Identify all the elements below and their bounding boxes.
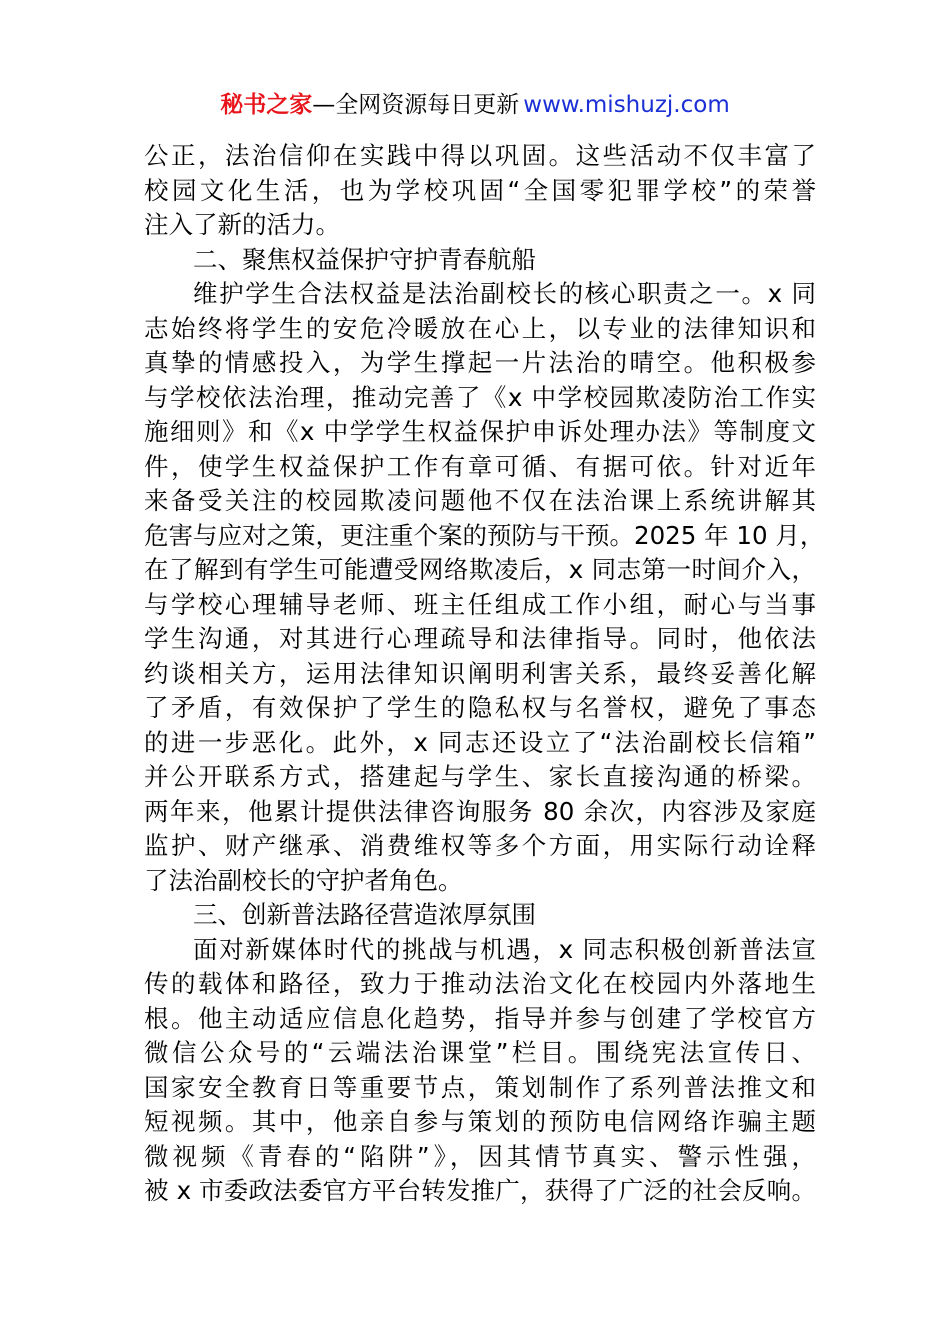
site-header <box>0 89 950 121</box>
text-line: 短视频。其中，他亲自参与策划的预防电信网络诈骗主题 <box>144 1107 816 1136</box>
text-line: 面对新媒体时代的挑战与机遇，x 同志积极创新普法宣 <box>193 934 816 964</box>
text-line: 被 x 市委政法委官方平台转发推广，获得了广泛的社会反响。 <box>144 1176 816 1205</box>
text-line: 志始终将学生的安危冷暖放在心上，以专业的法律知识和 <box>144 313 816 343</box>
text-line: 维护学生合法权益是法治副校长的核心职责之一。x 同 <box>193 279 816 308</box>
text-line: 微信公众号的“云端法治课堂”栏目。围绕宪法宣传日、 <box>144 1038 816 1067</box>
text-line: 国家安全教育日等重要节点，策划制作了系列普法推文和 <box>144 1072 816 1102</box>
header-tagline: —全网资源每日更新 <box>312 92 520 118</box>
text-line: 真挚的情感投入，为学生撑起一片法治的晴空。他积极参 <box>144 348 816 377</box>
site-url[interactable]: www.mishuzj.com <box>523 92 730 118</box>
text-line: 的进一步恶化。此外，x 同志还设立了“法治副校长信箱” <box>144 727 816 757</box>
text-line: 在了解到有学生可能遭受网络欺凌后，x 同志第一时间介入， <box>144 555 816 584</box>
text-line: 根。他主动适应信息化趋势，指导并参与创建了学校官方 <box>144 1003 816 1033</box>
text-line: 与学校依法治理，推动完善了《x 中学校园欺凌防治工作实 <box>144 382 816 412</box>
text-line: 传的载体和路径，致力于推动法治文化在校园内外落地生 <box>144 969 816 998</box>
text-line: 校园文化生活，也为学校巩固“全国零犯罪学校”的荣誉 <box>144 175 816 205</box>
section-heading: 二、聚焦权益保护守护青春航船 <box>193 244 536 274</box>
text-line: 件，使学生权益保护工作有章可循、有据可依。针对近年 <box>144 451 816 481</box>
text-line: 学生沟通，对其进行心理疏导和法律指导。同时，他依法 <box>144 624 816 653</box>
text-line: 监护、财产继承、消费维权等多个方面，用实际行动诠释 <box>144 831 816 860</box>
text-line: 两年来，他累计提供法律咨询服务 80 余次，内容涉及家庭 <box>144 796 816 826</box>
text-line: 施细则》和《x 中学学生权益保护申诉处理办法》等制度文 <box>144 417 816 446</box>
text-line: 了法治副校长的守护者角色。 <box>144 865 463 895</box>
text-line: 危害与应对之策，更注重个案的预防与干预。2025 年 10 月， <box>144 520 825 550</box>
text-line: 注入了新的活力。 <box>144 210 340 239</box>
text-line: 约谈相关方，运用法律知识阐明利害关系，最终妥善化解 <box>144 658 816 688</box>
section-heading: 三、创新普法路径营造浓厚氛围 <box>193 900 536 929</box>
document-body <box>144 139 825 1209</box>
text-line: 微视频《青春的“陷阱”》，因其情节真实、警示性强， <box>144 1141 816 1171</box>
text-line: 了矛盾，有效保护了学生的隐私权与名誉权，避免了事态 <box>144 693 816 722</box>
text-line: 并公开联系方式，搭建起与学生、家长直接沟通的桥梁。 <box>144 762 816 791</box>
brand-name: 秘书之家 <box>220 92 313 118</box>
text-line: 与学校心理辅导老师、班主任组成工作小组，耐心与当事 <box>144 589 816 619</box>
text-line: 来备受关注的校园欺凌问题他不仅在法治课上系统讲解其 <box>144 486 816 515</box>
text-line: 公正，法治信仰在实践中得以巩固。这些活动不仅丰富了 <box>144 141 816 170</box>
